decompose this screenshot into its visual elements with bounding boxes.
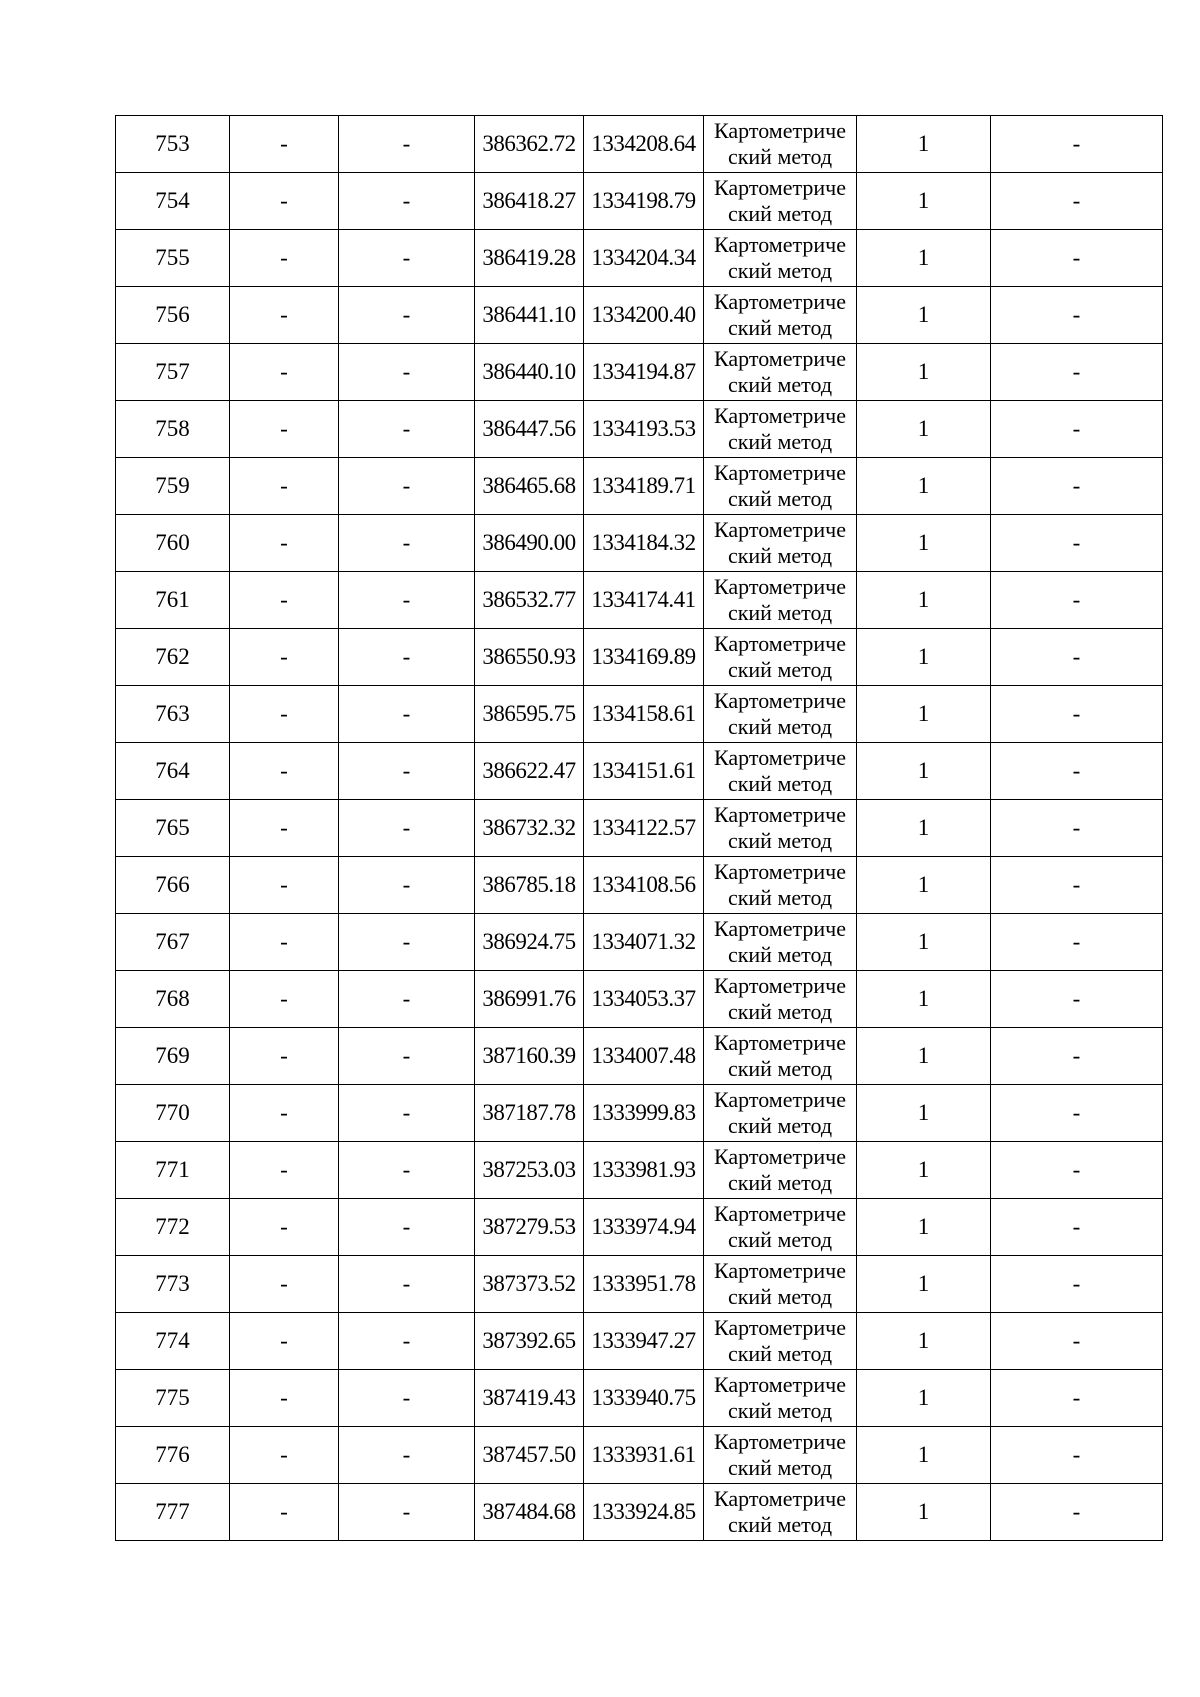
y-coordinate-cell: 1334122.57 [584,800,704,857]
table-row [116,1028,1163,1085]
table-row [116,458,1163,515]
description-cell: - [991,515,1163,572]
method-text-line-2: ский метод [727,372,833,397]
y-coordinate-cell: 1333981.93 [584,1142,704,1199]
accuracy-cell: 1 [857,1427,991,1484]
method-text-line-2: ский метод [727,942,833,967]
method-text-line-2: ский метод [727,657,833,682]
point-number-cell: 759 [116,458,230,515]
accuracy-cell: 1 [857,1085,991,1142]
x-coordinate-cell: 386440.10 [475,344,584,401]
y-coordinate-cell: 1334108.56 [584,857,704,914]
empty-dash-cell: - [230,629,339,686]
empty-dash-cell: - [230,1370,339,1427]
y-coordinate-cell: 1334198.79 [584,173,704,230]
description-cell: - [991,572,1163,629]
x-coordinate-cell: 386532.77 [475,572,584,629]
table-row [116,572,1163,629]
accuracy-cell: 1 [857,1370,991,1427]
empty-dash-cell: - [230,1199,339,1256]
method-cell [704,914,857,971]
empty-dash-cell: - [230,1142,339,1199]
y-coordinate-cell: 1334208.64 [584,116,704,173]
method-text-line-1: Картометриче [714,1429,846,1454]
y-coordinate-cell: 1334169.89 [584,629,704,686]
description-cell: - [991,1028,1163,1085]
method-text-line-1: Картометриче [714,403,846,428]
method-text-line-2: ский метод [727,1398,833,1423]
method-cell [704,1199,857,1256]
method-text-line-2: ский метод [727,258,833,283]
method-cell [704,515,857,572]
point-number-cell: 776 [116,1427,230,1484]
empty-dash-cell: - [230,743,339,800]
method-text-line-2: ский метод [727,144,833,169]
y-coordinate-cell: 1333924.85 [584,1484,704,1541]
method-text-line-1: Картометриче [714,1486,846,1511]
table-body [116,116,1163,1541]
coordinates-table [115,115,1163,1541]
point-number-cell: 758 [116,401,230,458]
empty-dash-cell: - [339,743,475,800]
empty-dash-cell: - [230,515,339,572]
y-coordinate-cell: 1334174.41 [584,572,704,629]
x-coordinate-cell: 387392.65 [475,1313,584,1370]
accuracy-cell: 1 [857,914,991,971]
x-coordinate-cell: 386362.72 [475,116,584,173]
empty-dash-cell: - [230,686,339,743]
method-cell [704,458,857,515]
table-row [116,173,1163,230]
empty-dash-cell: - [230,1427,339,1484]
method-cell [704,743,857,800]
accuracy-cell: 1 [857,1484,991,1541]
description-cell: - [991,458,1163,515]
x-coordinate-cell: 387253.03 [475,1142,584,1199]
table-row [116,914,1163,971]
accuracy-cell: 1 [857,515,991,572]
accuracy-cell: 1 [857,344,991,401]
empty-dash-cell: - [230,1256,339,1313]
method-text-line-2: ский метод [727,1341,833,1366]
description-cell: - [991,629,1163,686]
y-coordinate-cell: 1334194.87 [584,344,704,401]
method-text-line-1: Картометриче [714,346,846,371]
accuracy-cell: 1 [857,1142,991,1199]
method-text-line-2: ский метод [727,1227,833,1252]
point-number-cell: 774 [116,1313,230,1370]
empty-dash-cell: - [230,572,339,629]
empty-dash-cell: - [339,515,475,572]
x-coordinate-cell: 387279.53 [475,1199,584,1256]
empty-dash-cell: - [339,1313,475,1370]
description-cell: - [991,686,1163,743]
y-coordinate-cell: 1333947.27 [584,1313,704,1370]
empty-dash-cell: - [339,344,475,401]
method-cell [704,401,857,458]
method-text-line-1: Картометриче [714,631,846,656]
method-cell [704,629,857,686]
empty-dash-cell: - [230,857,339,914]
accuracy-cell: 1 [857,629,991,686]
x-coordinate-cell: 387484.68 [475,1484,584,1541]
point-number-cell: 769 [116,1028,230,1085]
table-row [116,743,1163,800]
point-number-cell: 770 [116,1085,230,1142]
accuracy-cell: 1 [857,1256,991,1313]
empty-dash-cell: - [230,173,339,230]
method-text-line-2: ский метод [727,1284,833,1309]
method-text-line-1: Картометриче [714,232,846,257]
table-row [116,800,1163,857]
empty-dash-cell: - [339,173,475,230]
method-cell [704,116,857,173]
method-cell [704,1484,857,1541]
method-cell [704,230,857,287]
y-coordinate-cell: 1334007.48 [584,1028,704,1085]
method-text-line-1: Картометриче [714,916,846,941]
empty-dash-cell: - [339,857,475,914]
empty-dash-cell: - [230,230,339,287]
method-text-line-1: Картометриче [714,1315,846,1340]
empty-dash-cell: - [339,686,475,743]
accuracy-cell: 1 [857,116,991,173]
point-number-cell: 760 [116,515,230,572]
empty-dash-cell: - [339,971,475,1028]
description-cell: - [991,971,1163,1028]
point-number-cell: 756 [116,287,230,344]
accuracy-cell: 1 [857,857,991,914]
point-number-cell: 777 [116,1484,230,1541]
method-cell [704,1256,857,1313]
empty-dash-cell: - [230,1313,339,1370]
y-coordinate-cell: 1334193.53 [584,401,704,458]
description-cell: - [991,287,1163,344]
method-text-line-1: Картометриче [714,517,846,542]
empty-dash-cell: - [339,1370,475,1427]
accuracy-cell: 1 [857,1313,991,1370]
method-text-line-1: Картометриче [714,1258,846,1283]
x-coordinate-cell: 386924.75 [475,914,584,971]
table-row [116,344,1163,401]
method-text-line-1: Картометриче [714,574,846,599]
accuracy-cell: 1 [857,401,991,458]
empty-dash-cell: - [339,629,475,686]
method-cell [704,971,857,1028]
method-text-line-2: ский метод [727,1056,833,1081]
point-number-cell: 761 [116,572,230,629]
table-row [116,1199,1163,1256]
y-coordinate-cell: 1333974.94 [584,1199,704,1256]
point-number-cell: 767 [116,914,230,971]
method-text-line-1: Картометриче [714,802,846,827]
description-cell: - [991,800,1163,857]
empty-dash-cell: - [230,971,339,1028]
empty-dash-cell: - [230,401,339,458]
empty-dash-cell: - [230,1484,339,1541]
empty-dash-cell: - [339,1085,475,1142]
accuracy-cell: 1 [857,800,991,857]
x-coordinate-cell: 387373.52 [475,1256,584,1313]
y-coordinate-cell: 1333931.61 [584,1427,704,1484]
point-number-cell: 773 [116,1256,230,1313]
method-text-line-1: Картометриче [714,118,846,143]
description-cell: - [991,344,1163,401]
empty-dash-cell: - [339,914,475,971]
method-text-line-2: ский метод [727,600,833,625]
x-coordinate-cell: 386595.75 [475,686,584,743]
point-number-cell: 754 [116,173,230,230]
y-coordinate-cell: 1334189.71 [584,458,704,515]
description-cell: - [991,230,1163,287]
point-number-cell: 772 [116,1199,230,1256]
empty-dash-cell: - [339,1256,475,1313]
table-row [116,857,1163,914]
table-row [116,116,1163,173]
x-coordinate-cell: 386622.47 [475,743,584,800]
table-row [116,1370,1163,1427]
empty-dash-cell: - [230,458,339,515]
x-coordinate-cell: 387419.43 [475,1370,584,1427]
table-row [116,1313,1163,1370]
x-coordinate-cell: 386447.56 [475,401,584,458]
method-text-line-2: ский метод [727,1170,833,1195]
point-number-cell: 763 [116,686,230,743]
method-cell [704,572,857,629]
y-coordinate-cell: 1334151.61 [584,743,704,800]
method-text-line-1: Картометриче [714,1372,846,1397]
y-coordinate-cell: 1334204.34 [584,230,704,287]
x-coordinate-cell: 387457.50 [475,1427,584,1484]
method-text-line-2: ский метод [727,429,833,454]
accuracy-cell: 1 [857,971,991,1028]
method-cell [704,287,857,344]
method-text-line-2: ский метод [727,315,833,340]
table-row [116,971,1163,1028]
accuracy-cell: 1 [857,686,991,743]
empty-dash-cell: - [339,1028,475,1085]
y-coordinate-cell: 1334053.37 [584,971,704,1028]
method-cell [704,1142,857,1199]
x-coordinate-cell: 386441.10 [475,287,584,344]
point-number-cell: 757 [116,344,230,401]
method-cell [704,173,857,230]
description-cell: - [991,914,1163,971]
empty-dash-cell: - [230,1028,339,1085]
point-number-cell: 765 [116,800,230,857]
y-coordinate-cell: 1333999.83 [584,1085,704,1142]
empty-dash-cell: - [339,1484,475,1541]
description-cell: - [991,857,1163,914]
empty-dash-cell: - [230,287,339,344]
empty-dash-cell: - [339,458,475,515]
empty-dash-cell: - [339,1142,475,1199]
description-cell: - [991,1370,1163,1427]
method-text-line-1: Картометриче [714,289,846,314]
description-cell: - [991,1142,1163,1199]
table-row [116,1484,1163,1541]
empty-dash-cell: - [230,116,339,173]
x-coordinate-cell: 386732.32 [475,800,584,857]
accuracy-cell: 1 [857,458,991,515]
accuracy-cell: 1 [857,230,991,287]
empty-dash-cell: - [339,287,475,344]
x-coordinate-cell: 386465.68 [475,458,584,515]
method-text-line-1: Картометриче [714,1201,846,1226]
method-cell [704,686,857,743]
description-cell: - [991,1256,1163,1313]
method-text-line-1: Картометриче [714,745,846,770]
method-text-line-2: ский метод [727,885,833,910]
method-text-line-2: ский метод [727,1512,833,1537]
method-cell [704,1370,857,1427]
x-coordinate-cell: 386418.27 [475,173,584,230]
point-number-cell: 753 [116,116,230,173]
description-cell: - [991,1199,1163,1256]
method-text-line-1: Картометриче [714,460,846,485]
table-row [116,1256,1163,1313]
x-coordinate-cell: 386785.18 [475,857,584,914]
method-text-line-2: ский метод [727,771,833,796]
table-row [116,1085,1163,1142]
point-number-cell: 768 [116,971,230,1028]
description-cell: - [991,743,1163,800]
method-text-line-2: ский метод [727,201,833,226]
empty-dash-cell: - [339,800,475,857]
y-coordinate-cell: 1334200.40 [584,287,704,344]
y-coordinate-cell: 1333940.75 [584,1370,704,1427]
method-text-line-1: Картометриче [714,175,846,200]
description-cell: - [991,116,1163,173]
method-cell [704,857,857,914]
x-coordinate-cell: 386991.76 [475,971,584,1028]
description-cell: - [991,1313,1163,1370]
method-text-line-1: Картометриче [714,1030,846,1055]
method-text-line-2: ский метод [727,1455,833,1480]
x-coordinate-cell: 386419.28 [475,230,584,287]
method-text-line-1: Картометриче [714,859,846,884]
x-coordinate-cell: 387187.78 [475,1085,584,1142]
description-cell: - [991,1484,1163,1541]
table-row [116,230,1163,287]
empty-dash-cell: - [230,914,339,971]
method-text-line-2: ский метод [727,828,833,853]
description-cell: - [991,173,1163,230]
empty-dash-cell: - [339,116,475,173]
method-text-line-2: ский метод [727,999,833,1024]
method-cell [704,1313,857,1370]
method-text-line-1: Картометриче [714,688,846,713]
x-coordinate-cell: 386550.93 [475,629,584,686]
method-text-line-2: ский метод [727,543,833,568]
table-row [116,1427,1163,1484]
empty-dash-cell: - [339,1427,475,1484]
accuracy-cell: 1 [857,1199,991,1256]
table-row [116,1142,1163,1199]
method-text-line-1: Картометриче [714,1144,846,1169]
empty-dash-cell: - [230,1085,339,1142]
point-number-cell: 766 [116,857,230,914]
accuracy-cell: 1 [857,1028,991,1085]
description-cell: - [991,1085,1163,1142]
empty-dash-cell: - [230,344,339,401]
accuracy-cell: 1 [857,287,991,344]
description-cell: - [991,1427,1163,1484]
method-text-line-1: Картометриче [714,973,846,998]
y-coordinate-cell: 1334158.61 [584,686,704,743]
accuracy-cell: 1 [857,173,991,230]
empty-dash-cell: - [339,401,475,458]
empty-dash-cell: - [339,1199,475,1256]
method-cell [704,344,857,401]
accuracy-cell: 1 [857,572,991,629]
description-cell: - [991,401,1163,458]
x-coordinate-cell: 386490.00 [475,515,584,572]
y-coordinate-cell: 1333951.78 [584,1256,704,1313]
method-cell [704,1427,857,1484]
method-cell [704,800,857,857]
table-row [116,686,1163,743]
method-text-line-2: ский метод [727,486,833,511]
method-cell [704,1028,857,1085]
point-number-cell: 762 [116,629,230,686]
point-number-cell: 764 [116,743,230,800]
y-coordinate-cell: 1334184.32 [584,515,704,572]
point-number-cell: 771 [116,1142,230,1199]
table-row [116,629,1163,686]
method-text-line-1: Картометриче [714,1087,846,1112]
method-text-line-2: ский метод [727,714,833,739]
empty-dash-cell: - [339,572,475,629]
point-number-cell: 755 [116,230,230,287]
accuracy-cell: 1 [857,743,991,800]
table-row [116,401,1163,458]
point-number-cell: 775 [116,1370,230,1427]
y-coordinate-cell: 1334071.32 [584,914,704,971]
empty-dash-cell: - [339,230,475,287]
table-row [116,287,1163,344]
x-coordinate-cell: 387160.39 [475,1028,584,1085]
empty-dash-cell: - [230,800,339,857]
table-row [116,515,1163,572]
method-cell [704,1085,857,1142]
method-text-line-2: ский метод [727,1113,833,1138]
